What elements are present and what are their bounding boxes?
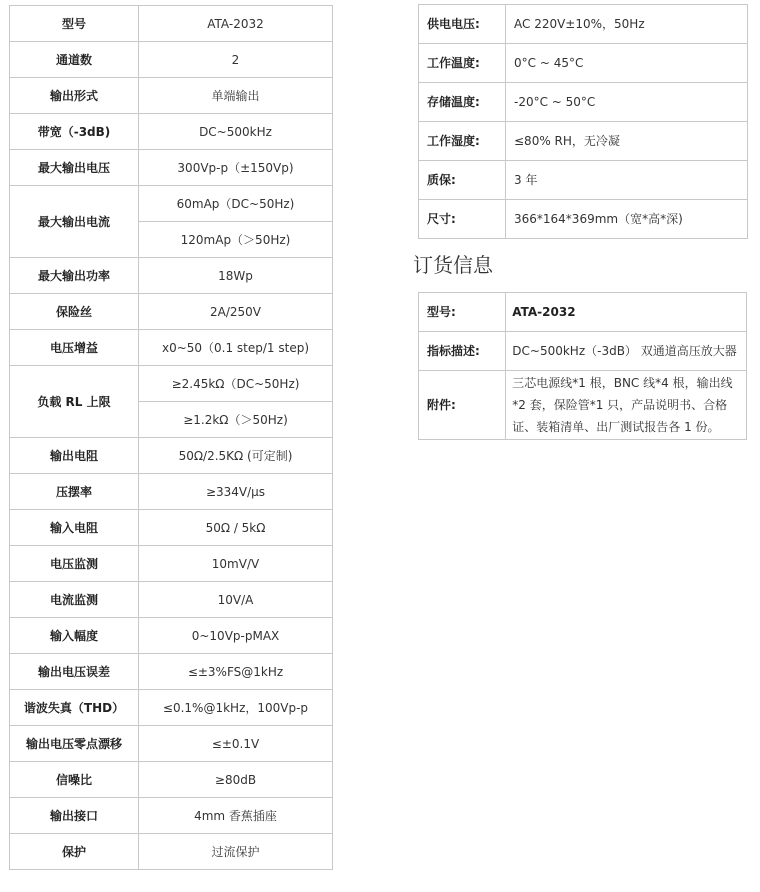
spec-value: 10mV/V bbox=[139, 546, 333, 582]
spec-value: 120mAp（＞50Hz) bbox=[139, 222, 333, 258]
order-label: 指标描述: bbox=[419, 332, 506, 371]
env-label: 存储温度: bbox=[419, 83, 506, 122]
table-row bbox=[10, 294, 333, 330]
spec-value: 300Vp-p（±150Vp) bbox=[139, 150, 333, 186]
spec-label: 最大输出电压 bbox=[10, 150, 139, 186]
env-value: ≤80% RH，无冷凝 bbox=[506, 122, 748, 161]
spec-label: 电压增益 bbox=[10, 330, 139, 366]
table-row bbox=[10, 258, 333, 294]
spec-value: ≥334V/μs bbox=[139, 474, 333, 510]
env-label: 尺寸: bbox=[419, 200, 506, 239]
spec-value: ≥2.45kΩ（DC~50Hz) bbox=[139, 366, 333, 402]
spec-value: 50Ω/2.5KΩ (可定制) bbox=[139, 438, 333, 474]
spec-value: 2A/250V bbox=[139, 294, 333, 330]
table-row bbox=[10, 78, 333, 114]
environment-table bbox=[418, 4, 748, 239]
table-row bbox=[419, 332, 747, 371]
spec-label: 电流监测 bbox=[10, 582, 139, 618]
table-row bbox=[10, 438, 333, 474]
order-info-heading: 订货信息 bbox=[413, 253, 493, 277]
order-label: 附件: bbox=[419, 371, 506, 440]
spec-label: 输出形式 bbox=[10, 78, 139, 114]
table-row bbox=[419, 5, 748, 44]
spec-value: DC~500kHz bbox=[139, 114, 333, 150]
env-value: -20°C ~ 50°C bbox=[506, 83, 748, 122]
table-row bbox=[419, 293, 747, 332]
spec-label: 最大输出功率 bbox=[10, 258, 139, 294]
spec-label: 输入电阻 bbox=[10, 510, 139, 546]
spec-label: 带宽（-3dB) bbox=[10, 114, 139, 150]
table-row bbox=[10, 654, 333, 690]
table-row bbox=[10, 834, 333, 870]
spec-label: 最大输出电流 bbox=[10, 186, 139, 258]
env-value: 0°C ~ 45°C bbox=[506, 44, 748, 83]
table-row bbox=[10, 366, 333, 402]
spec-value: ≥1.2kΩ（＞50Hz) bbox=[139, 402, 333, 438]
spec-label: 输入幅度 bbox=[10, 618, 139, 654]
spec-value: ATA-2032 bbox=[139, 6, 333, 42]
table-row bbox=[10, 510, 333, 546]
spec-label: 压摆率 bbox=[10, 474, 139, 510]
spec-label: 负载 RL 上限 bbox=[10, 366, 139, 438]
env-value: 3 年 bbox=[506, 161, 748, 200]
env-value: AC 220V±10%，50Hz bbox=[506, 5, 748, 44]
spec-value: ≥80dB bbox=[139, 762, 333, 798]
spec-label: 输出电压误差 bbox=[10, 654, 139, 690]
table-row bbox=[10, 618, 333, 654]
spec-label: 电压监测 bbox=[10, 546, 139, 582]
table-row bbox=[10, 330, 333, 366]
spec-label: 信噪比 bbox=[10, 762, 139, 798]
table-row bbox=[419, 200, 748, 239]
spec-value: 单端输出 bbox=[139, 78, 333, 114]
order-value: 三芯电源线*1 根，BNC 线*4 根，输出线*2 套，保险管*1 只，产品说明书、合格证、装箱清单、出厂测试报告各 1 份。 bbox=[506, 371, 747, 440]
spec-value: 4mm 香蕉插座 bbox=[139, 798, 333, 834]
spec-value: ≤±0.1V bbox=[139, 726, 333, 762]
spec-label: 型号 bbox=[10, 6, 139, 42]
order-value: ATA-2032 bbox=[506, 293, 747, 332]
table-row bbox=[10, 582, 333, 618]
table-row bbox=[10, 798, 333, 834]
table-row bbox=[10, 114, 333, 150]
spec-label: 保护 bbox=[10, 834, 139, 870]
spec-value: x0~50（0.1 step/1 step) bbox=[139, 330, 333, 366]
table-row bbox=[10, 6, 333, 42]
spec-value: ≤0.1%@1kHz，100Vp-p bbox=[139, 690, 333, 726]
table-row bbox=[419, 44, 748, 83]
env-label: 质保: bbox=[419, 161, 506, 200]
table-row bbox=[10, 546, 333, 582]
table-row bbox=[10, 150, 333, 186]
spec-value: 过流保护 bbox=[139, 834, 333, 870]
spec-table bbox=[9, 5, 333, 870]
table-row bbox=[419, 83, 748, 122]
table-row bbox=[10, 690, 333, 726]
spec-value: 0~10Vp-pMAX bbox=[139, 618, 333, 654]
env-label: 工作湿度: bbox=[419, 122, 506, 161]
env-label: 工作温度: bbox=[419, 44, 506, 83]
spec-value: 2 bbox=[139, 42, 333, 78]
spec-label: 通道数 bbox=[10, 42, 139, 78]
table-row bbox=[419, 371, 747, 440]
spec-value: 60mAp（DC~50Hz) bbox=[139, 186, 333, 222]
spec-value: 10V/A bbox=[139, 582, 333, 618]
table-row bbox=[10, 474, 333, 510]
env-label: 供电电压: bbox=[419, 5, 506, 44]
table-row bbox=[10, 42, 333, 78]
spec-value: ≤±3%FS@1kHz bbox=[139, 654, 333, 690]
table-row bbox=[10, 186, 333, 222]
table-row bbox=[419, 161, 748, 200]
env-value: 366*164*369mm（宽*高*深) bbox=[506, 200, 748, 239]
spec-label: 谐波失真（THD） bbox=[10, 690, 139, 726]
spec-value: 18Wp bbox=[139, 258, 333, 294]
spec-label: 保险丝 bbox=[10, 294, 139, 330]
spec-value: 50Ω / 5kΩ bbox=[139, 510, 333, 546]
spec-label: 输出接口 bbox=[10, 798, 139, 834]
spec-label: 输出电压零点漂移 bbox=[10, 726, 139, 762]
spec-label: 输出电阻 bbox=[10, 438, 139, 474]
order-info-table bbox=[418, 292, 747, 440]
order-label: 型号: bbox=[419, 293, 506, 332]
table-row bbox=[419, 122, 748, 161]
table-row bbox=[10, 762, 333, 798]
order-value: DC~500kHz（-3dB） 双通道高压放大器 bbox=[506, 332, 747, 371]
table-row bbox=[10, 726, 333, 762]
